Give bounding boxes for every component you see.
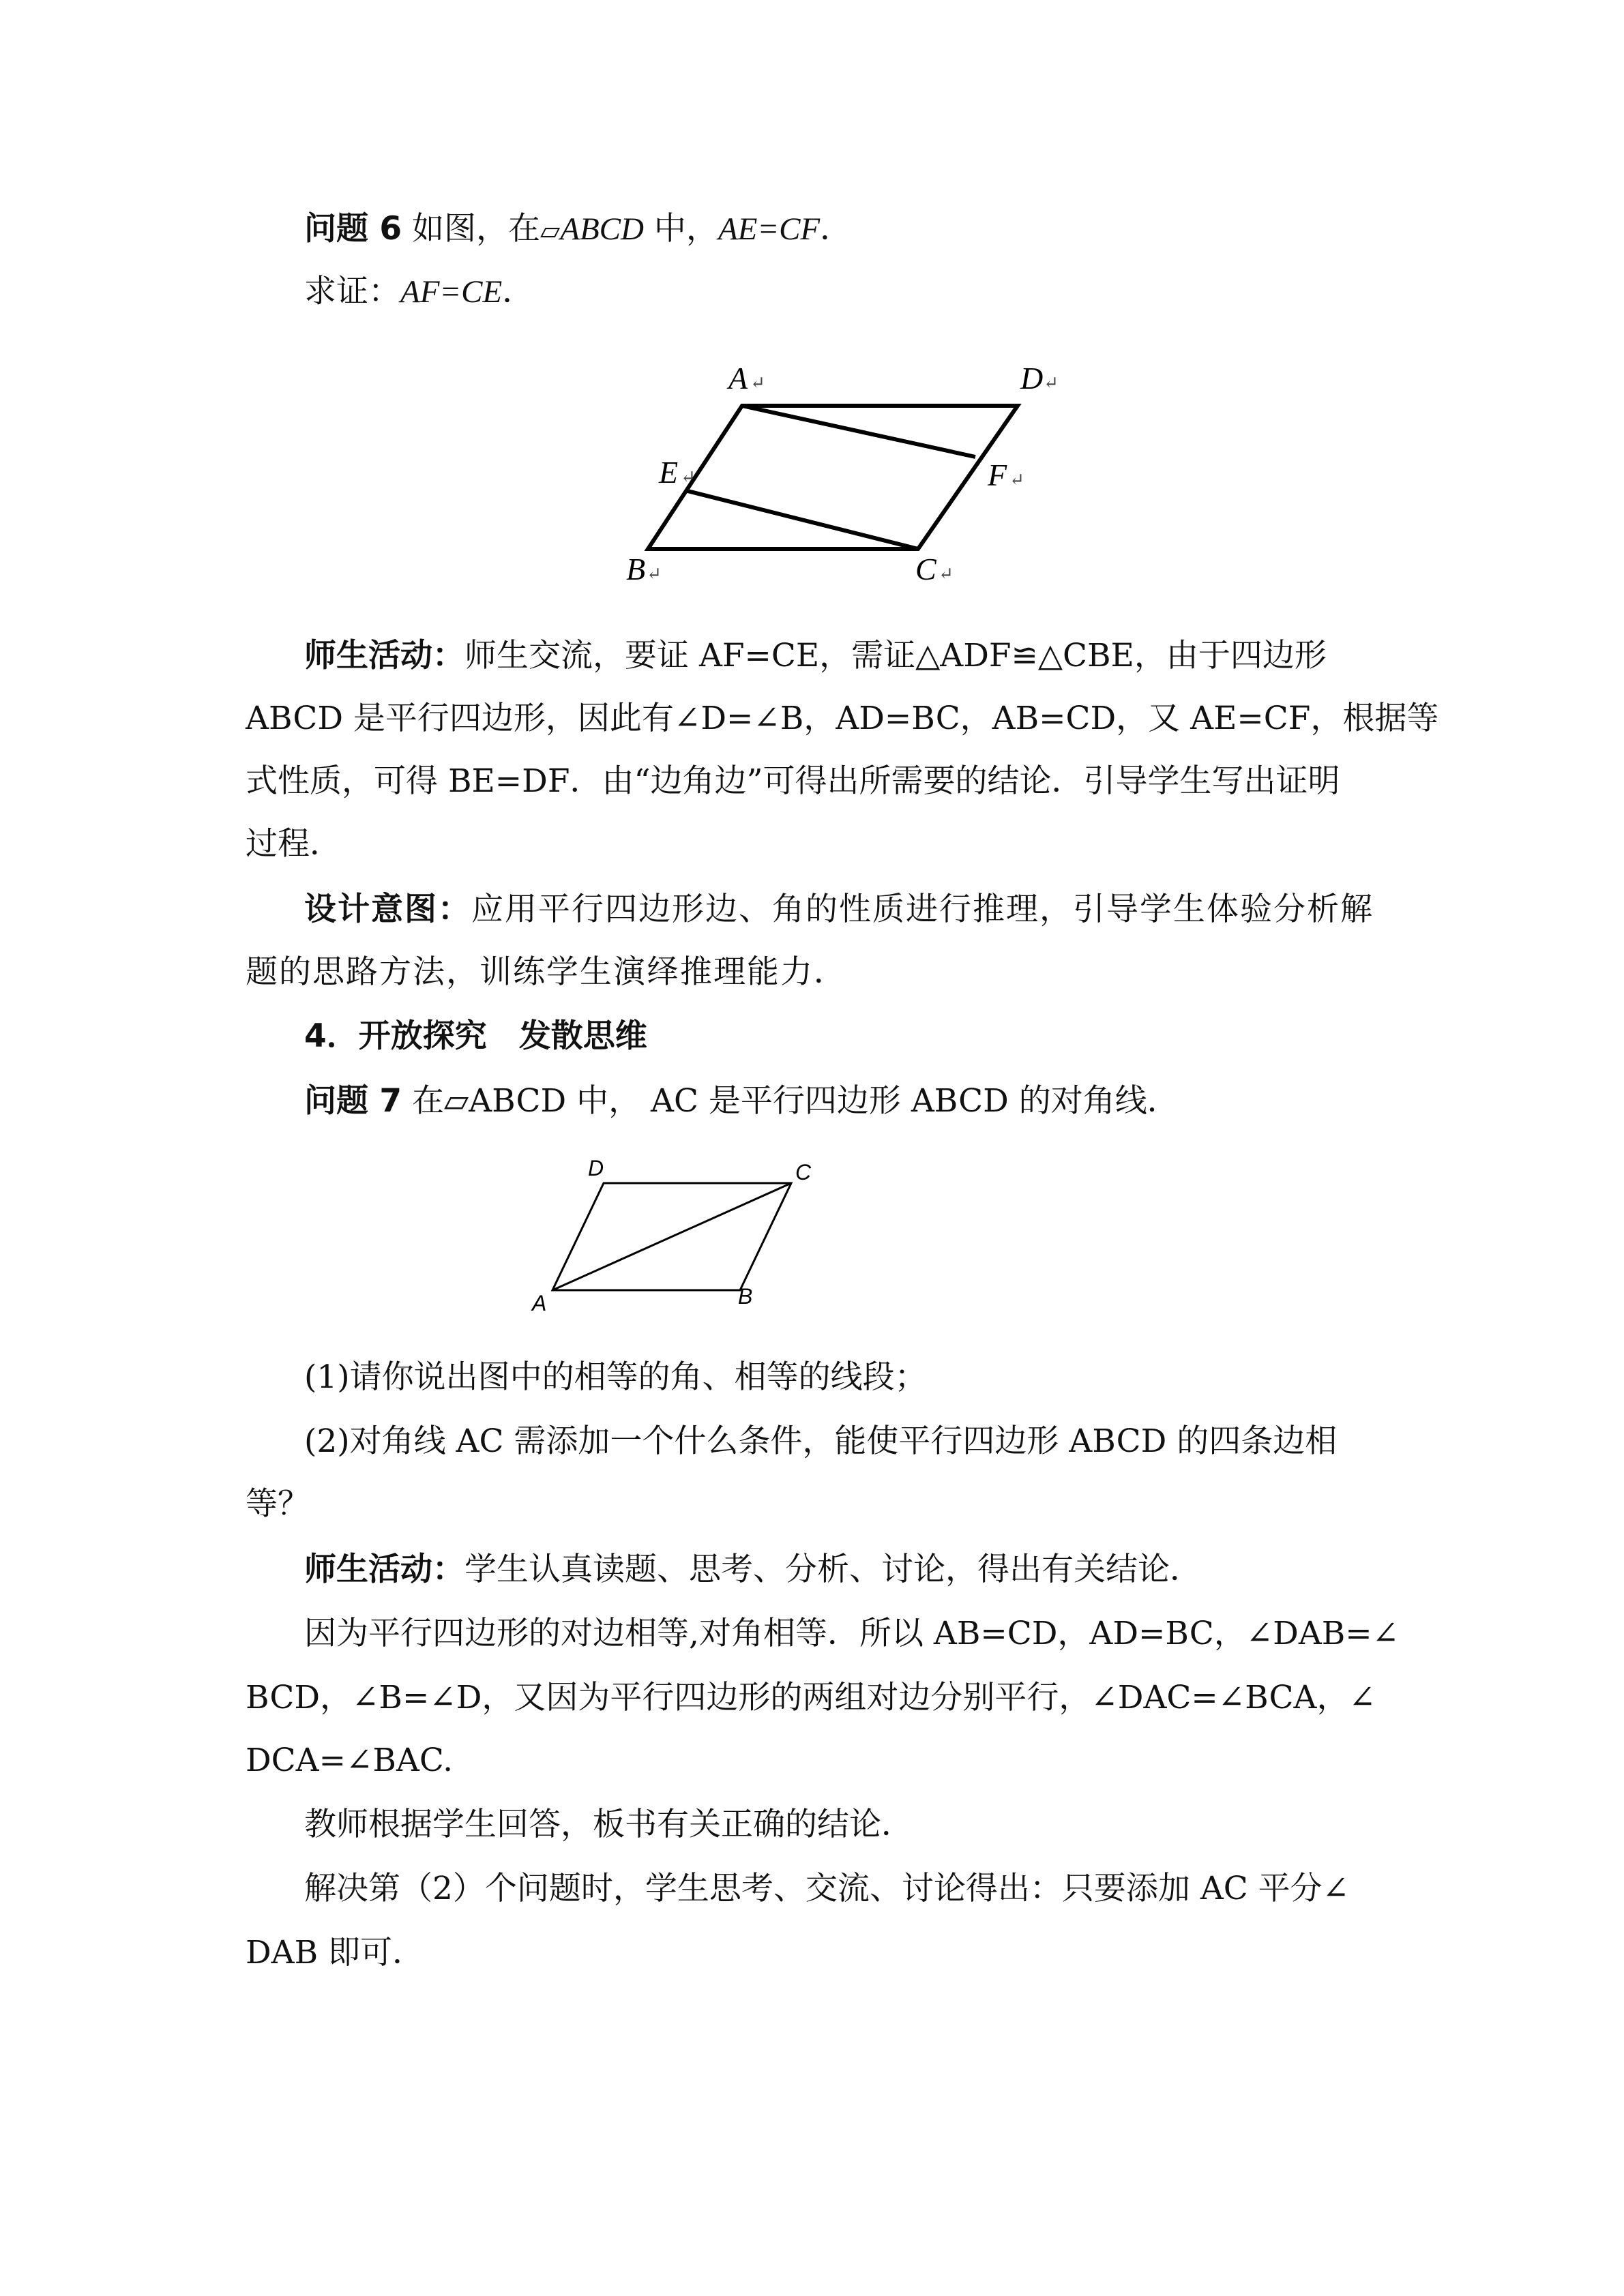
label-b: B [738, 1284, 753, 1309]
label-b: B [626, 552, 646, 586]
design-intent-line-2: 题的思路方法，训练学生演绎推理能力． [246, 953, 847, 991]
design-intent-text-1: 应用平行四边形边、角的性质进行推理，引导学生体验分析解 [471, 891, 1374, 928]
label-a: A [532, 1291, 547, 1315]
section-4-title: 4．开放探究 发散思维 [304, 1017, 647, 1055]
reasoning-line-2: BCD，∠B=∠D，又因为平行四边形的两组对边分别平行，∠DAC=∠BCA，∠ [246, 1679, 1376, 1716]
activity-2-label: 师生活动： [304, 1551, 464, 1588]
question-6-condition: AE=CF [718, 211, 821, 247]
activity-2-line [304, 1549, 1202, 1590]
sub-question-2-line-2: 等？ [246, 1485, 310, 1523]
segment-ec [688, 491, 918, 549]
activity-1-label: 师生活动： [304, 637, 464, 674]
segment-af [742, 406, 975, 457]
question-6-abcd: ABCD [560, 211, 644, 247]
label-d: D [588, 1156, 604, 1180]
prove-label: 求证： [304, 273, 400, 310]
sub-question-1: (1)请你说出图中的相等的角、相等的线段； [304, 1358, 927, 1396]
activity-1-line-4: 过程． [246, 825, 342, 863]
question-7-text: 在▱ABCD 中， AC 是平行四边形 ABCD 的对角线． [402, 1082, 1179, 1120]
solve-line-2: DAB 即可． [246, 1934, 425, 1971]
diagonal-ac [552, 1183, 791, 1290]
question-6-text-e: ． [820, 210, 853, 248]
return-mark: ↵ [681, 467, 696, 487]
return-mark: ↵ [750, 373, 765, 393]
design-intent-label: 设计意图： [304, 891, 471, 928]
design-intent-line-1 [304, 889, 1374, 930]
question-7-line [304, 1081, 1179, 1122]
label-d: D [1020, 361, 1044, 396]
question-6-label: 问题 6 [304, 210, 402, 248]
activity-1-line-3: 式性质，可得 BE=DF．由“边角边”可得出所需要的结论．引导学生写出证明 [246, 762, 1340, 800]
figure-parallelogram-aecf [607, 355, 1098, 600]
return-mark: ↵ [1044, 373, 1059, 393]
label-e: E [659, 455, 679, 490]
question-7-label: 问题 7 [304, 1082, 402, 1120]
activity-1-line-1 [304, 636, 1327, 676]
label-f: F [988, 458, 1007, 492]
teacher-line: 教师根据学生回答，板书有关正确的结论． [304, 1806, 913, 1843]
prove-end: ． [502, 273, 535, 310]
reasoning-line-1: 因为平行四边形的对边相等,对角相等．所以 AB=CD，AD=BC，∠DAB=∠ [304, 1615, 1400, 1652]
return-mark: ↵ [939, 564, 954, 584]
return-mark: ↵ [647, 564, 662, 584]
prove-line [304, 271, 534, 312]
sub-question-2-line-1: (2)对角线 AC 需添加一个什么条件，能使平行四边形 ABCD 的四条边相 [304, 1422, 1338, 1460]
label-c: C [795, 1160, 812, 1184]
prove-expression: AF=CE [400, 274, 503, 310]
question-6-text-a: 如图，在 [402, 210, 541, 248]
reasoning-line-3: DCA=∠BAC. [246, 1742, 454, 1779]
figure-parallelogram-diagonal [525, 1152, 839, 1316]
parallelogram-symbol: ▱ [540, 215, 561, 245]
label-a: A [728, 361, 748, 396]
return-mark: ↵ [1009, 470, 1024, 490]
activity-1-text-1: 师生交流，要证 AF=CE，需证△ADF≌△CBE，由于四边形 [464, 637, 1327, 674]
solve-line-1: 解决第（2）个问题时，学生思考、交流、讨论得出：只要添加 AC 平分∠ [304, 1870, 1350, 1907]
activity-1-line-2: ABCD 是平行四边形，因此有∠D=∠B，AD=BC，AB=CD，又 AE=CF，根据等 [246, 700, 1439, 737]
activity-2-text: 学生认真读题、思考、分析、讨论，得出有关结论． [464, 1551, 1202, 1588]
label-c: C [915, 552, 936, 586]
question-6-line [304, 209, 852, 251]
question-6-text-c: 中， [643, 210, 718, 248]
